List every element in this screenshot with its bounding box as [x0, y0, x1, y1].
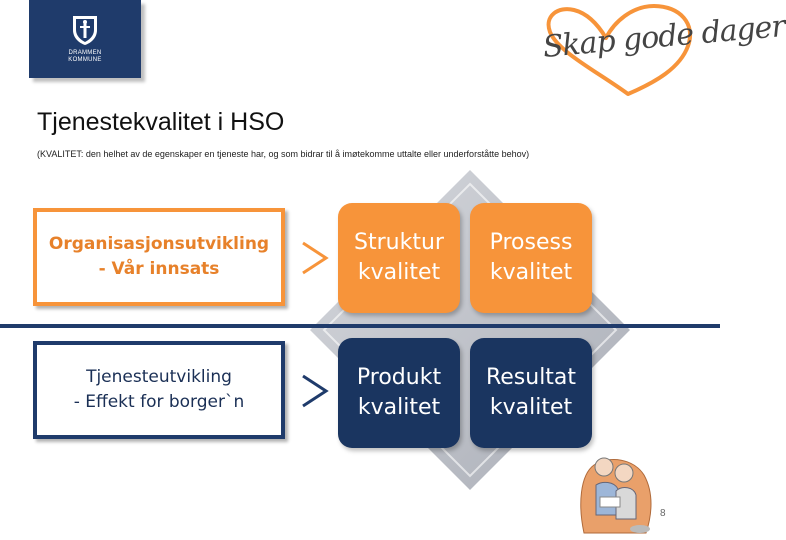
- organisasjonsutvikling-box: [33, 208, 285, 306]
- drammen-kommune-logo: [29, 0, 141, 78]
- chevron-right-icon: [300, 240, 330, 276]
- tile-label: Struktur: [354, 230, 444, 255]
- tile-label: Resultat: [485, 365, 577, 390]
- tile-label: Prosess: [489, 230, 573, 255]
- drammen-coat-of-arms-icon: [71, 14, 99, 46]
- prosess-kvalitet-tile: [470, 203, 592, 313]
- box-org-line-1: Organisasjonsutvikling: [48, 234, 270, 254]
- logo-line-2: KOMMUNE: [68, 57, 102, 63]
- tile-label: kvalitet: [489, 260, 573, 285]
- tile-label: Produkt: [356, 365, 442, 390]
- produkt-kvalitet-tile: [338, 338, 460, 448]
- tile-label: kvalitet: [489, 395, 573, 420]
- page-number: 8: [660, 508, 666, 519]
- tjenesteutvikling-box: [33, 341, 285, 439]
- tile-label: kvalitet: [357, 395, 441, 420]
- brand-slogan: Skap gode dager: [541, 8, 786, 65]
- chevron-right-icon: [300, 373, 330, 409]
- box-tje-line-2: - Effekt for borger`n: [73, 392, 245, 412]
- elderly-couple-illustration-icon: [574, 435, 656, 535]
- box-tje-line-1: Tjenesteutvikling: [86, 367, 232, 387]
- struktur-kvalitet-tile: [338, 203, 460, 313]
- resultat-kvalitet-tile: [470, 338, 592, 448]
- tile-label: kvalitet: [357, 260, 441, 285]
- box-org-line-2: - Vår innsats: [98, 259, 220, 279]
- section-divider: [0, 324, 720, 328]
- logo-line-1: DRAMMEN: [68, 50, 102, 56]
- page-subtitle: (KVALITET: den helhet av de egenskaper en tjeneste har, og som bidrar til å imøtekomme uttalte eller underforståtte behov): [37, 149, 530, 159]
- page-title: Tjenestekvalitet i HSO: [37, 108, 285, 136]
